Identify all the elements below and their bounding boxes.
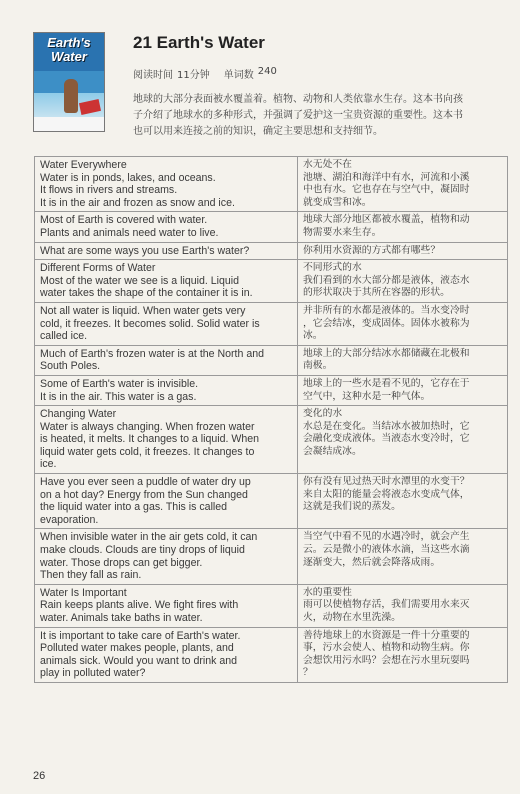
table-row	[35, 584, 508, 627]
english-line: Water Is Important	[40, 586, 127, 599]
chinese-cell	[298, 345, 508, 375]
reading-time-value: 11分钟	[177, 70, 210, 81]
chinese-line: 会凝结成冰。	[303, 445, 362, 457]
chinese-cell	[298, 212, 508, 242]
english-line: play in polluted water?	[40, 667, 146, 680]
english-line: When invisible water in the air gets cold, it can	[40, 531, 258, 544]
english-cell	[35, 584, 298, 627]
chinese-line: 会融化变成液体。当液态水变冷时，它	[303, 433, 470, 445]
english-cell	[35, 529, 298, 584]
english-line: It is in the air and frozen as snow and ice.	[40, 196, 235, 209]
chinese-line: 空气中，这种水是一种气体。	[303, 390, 431, 402]
english-line: is heated, it melts. It changes to a liquid. When	[40, 433, 260, 446]
chinese-cell	[298, 406, 508, 474]
english-cell	[35, 627, 298, 682]
english-line: liquid water gets cold, it freezes. It changes to	[40, 445, 255, 458]
chinese-cell	[298, 474, 508, 529]
english-line: Have you ever seen a puddle of water dry up	[40, 476, 251, 489]
page-title: 21 Earth's Water	[133, 33, 265, 52]
chinese-cell	[298, 242, 508, 260]
table-row	[35, 212, 508, 242]
reading-time	[133, 66, 210, 81]
chinese-line: 变化的水	[303, 408, 343, 420]
chinese-line: 你有没有见过热天时水潭里的水变干？	[303, 476, 470, 488]
english-cell	[35, 345, 298, 375]
page-number: 26	[33, 770, 46, 782]
chinese-line: 就变成雪和冰。	[303, 196, 372, 208]
chinese-line: 当空气中看不见的水遇冷时，就会产生	[303, 531, 470, 543]
chinese-cell	[298, 375, 508, 405]
chinese-line: 南极。	[303, 360, 333, 372]
table-row	[35, 406, 508, 474]
english-cell	[35, 302, 298, 345]
english-line: Water Everywhere	[40, 159, 127, 171]
english-line: Water is in ponds, lakes, and oceans.	[40, 171, 216, 184]
english-line: Most of the water we see is a liquid. Liquid	[40, 274, 240, 287]
english-line: It is in the air. This water is a gas.	[40, 390, 197, 403]
table-row	[35, 375, 508, 405]
reading-time-label: 阅读时间	[133, 70, 173, 81]
table-row	[35, 260, 508, 303]
english-line: Not all water is liquid. When water gets very	[40, 304, 246, 317]
intro-line: 子介绍了地球水的多种形式，并强调了爱护这一宝贵资源的重要性。这本书	[133, 110, 463, 121]
table-row	[35, 157, 508, 212]
table-row	[35, 345, 508, 375]
english-line: Different Forms of Water	[40, 262, 156, 275]
chinese-line: 云。云是微小的液体水滴，当这些水滴	[303, 544, 470, 556]
chinese-line: 事，污水会使人、植物和动物生病。你	[303, 642, 470, 654]
chinese-line: 火，动物在水里洗澡。	[303, 612, 401, 623]
table-row	[35, 242, 508, 260]
cover-title-line-1: Earth's	[47, 35, 91, 50]
word-count	[224, 66, 277, 81]
chinese-line: 逐渐变大，然后就会降落成雨。	[303, 556, 441, 568]
english-line: It is important to take care of Earth's water.	[40, 629, 241, 642]
english-line: Polluted water makes people, plants, and	[40, 642, 234, 655]
english-line: South Poles.	[40, 360, 101, 373]
chinese-line: ？	[303, 667, 313, 679]
english-line: Then they fall as rain.	[40, 569, 142, 582]
bilingual-table	[34, 156, 508, 683]
chinese-line: 地球上的一些水是看不见的，它存在于	[303, 377, 470, 389]
table-row	[35, 474, 508, 529]
cover-footer-strip	[34, 117, 104, 131]
chinese-line: 地球大部分地区都被水覆盖，植物和动	[303, 214, 470, 226]
chinese-line: 池塘、湖泊和海洋中有水，河流和小溪	[303, 171, 470, 183]
chinese-line: 这就是我们说的蒸发。	[303, 501, 401, 513]
english-line: It flows in rivers and streams.	[40, 184, 178, 197]
reading-meta	[133, 66, 277, 81]
english-line: called ice.	[40, 330, 88, 343]
chinese-cell	[298, 260, 508, 303]
english-cell	[35, 406, 298, 474]
english-line: cold, it freezes. It becomes solid. Solid water is	[40, 317, 260, 330]
table-row	[35, 302, 508, 345]
chinese-line: 水的重要性	[303, 586, 352, 598]
cover-child-illustration	[64, 79, 78, 113]
table-row	[35, 627, 508, 682]
chinese-line: 冰。	[303, 330, 323, 342]
chinese-line: 我们看到的水大部分都是液体，液态水	[303, 274, 470, 286]
table-row	[35, 529, 508, 584]
english-line: water. Those drops can get bigger.	[40, 556, 203, 569]
english-line: Rain keeps plants alive. We fight fires with	[40, 599, 239, 612]
english-line: the liquid water into a gas. This is called	[40, 501, 228, 514]
english-line: Water is always changing. When frozen water	[40, 420, 255, 433]
chinese-line: 水总是在变化。当结冰水被加热时，它	[303, 420, 470, 432]
english-line: animals sick. Would you want to drink and	[40, 654, 238, 667]
chinese-cell	[298, 627, 508, 682]
chinese-cell	[298, 584, 508, 627]
english-line: make clouds. Clouds are tiny drops of liquid	[40, 544, 245, 557]
english-line: water takes the shape of the container it is in.	[40, 287, 253, 300]
intro-line: 也可以用来连接之前的知识，确定主要思想和支持细节。	[133, 126, 383, 137]
chinese-line: 物需要水来生存。	[303, 226, 382, 238]
chinese-line: 水无处不在	[303, 159, 352, 170]
english-line: on a hot day? Energy from the Sun changed	[40, 488, 248, 501]
book-cover-image	[33, 32, 105, 132]
chinese-cell	[298, 302, 508, 345]
english-cell	[35, 375, 298, 405]
chinese-line: 你利用水资源的方式都有哪些？	[303, 244, 441, 256]
bilingual-table-body	[35, 157, 508, 683]
english-cell	[35, 242, 298, 260]
english-line: Some of Earth's water is invisible.	[40, 377, 199, 390]
chinese-line: 会想饮用污水吗？会想在污水里玩耍吗	[303, 654, 470, 666]
chinese-line: 不同形式的水	[303, 262, 362, 274]
chinese-line: 中也有水。它也存在与空气中，凝固时	[303, 184, 470, 196]
english-line: Changing Water	[40, 408, 117, 421]
english-cell	[35, 474, 298, 529]
english-line: What are some ways you use Earth's water?	[40, 244, 250, 257]
english-line: Most of Earth is covered with water.	[40, 214, 208, 227]
cover-title	[34, 36, 104, 64]
chinese-cell	[298, 157, 508, 212]
cover-title-line-2: Water	[51, 49, 87, 64]
english-cell	[35, 212, 298, 242]
chinese-line: 来自太阳的能量会将液态水变成气体，	[303, 488, 470, 500]
chinese-line: 雨可以使植物存活，我们需要用水来灭	[303, 599, 470, 611]
english-line: ice.	[40, 458, 57, 471]
intro-paragraph	[133, 92, 495, 140]
english-line: Plants and animals need water to live.	[40, 226, 219, 239]
word-count-label: 单词数	[223, 70, 254, 81]
chinese-line: 善待地球上的水资源是一件十分重要的	[303, 629, 470, 641]
chinese-line: 的形状取决于其所在容器的形状。	[303, 287, 450, 299]
chinese-cell	[298, 529, 508, 584]
word-count-value: 240	[257, 66, 277, 77]
chinese-line: ，它会结冰，变成固体。固体水被称为	[303, 317, 470, 329]
intro-line: 地球的大部分表面被水覆盖着。植物、动物和人类依靠水生存。这本书向孩	[133, 94, 463, 105]
chinese-line: 并非所有的水都是液体的。当水变冷时	[303, 304, 470, 316]
english-cell	[35, 260, 298, 303]
english-cell	[35, 157, 298, 212]
english-line: water. Animals take baths in water.	[40, 612, 203, 624]
chinese-line: 地球上的大部分结冰水都储藏在北极和	[303, 347, 470, 359]
english-line: evaporation.	[40, 513, 99, 526]
english-line: Much of Earth's frozen water is at the North and	[40, 347, 265, 360]
